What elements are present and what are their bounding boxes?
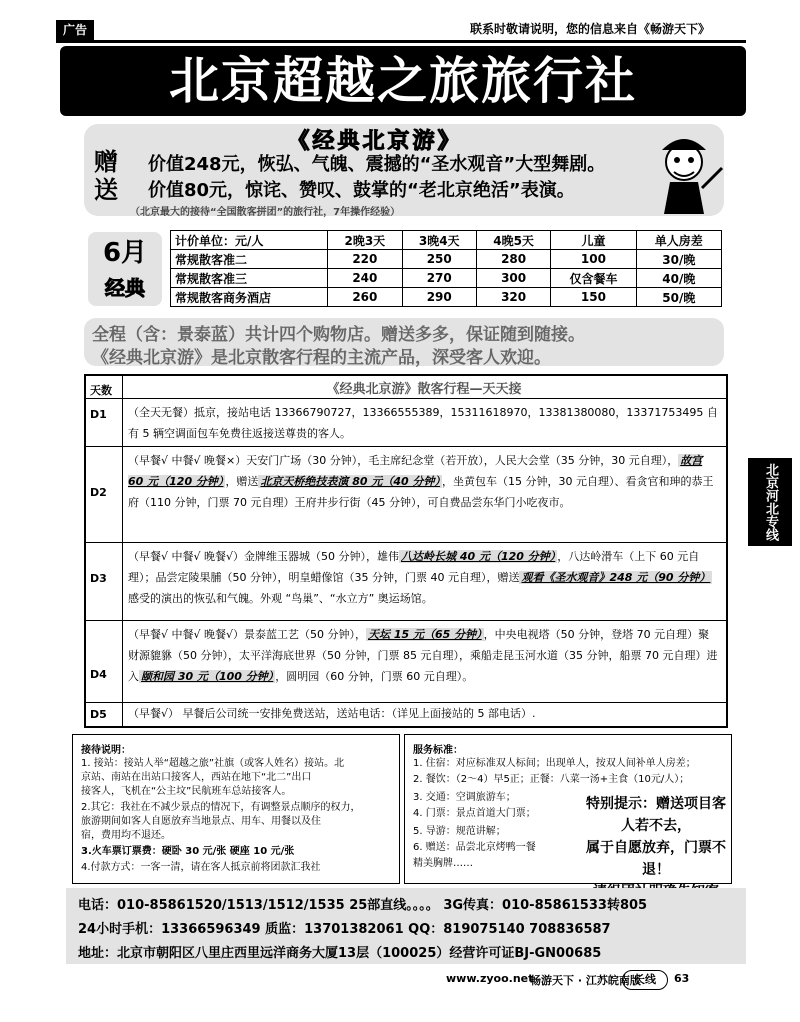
table-cell: 100 — [551, 250, 636, 269]
notes-line: 接客人，飞机在“公主坟”民航班车总站接客人。 — [81, 786, 292, 797]
summary-line-2: 《经典北京游》是北京散客行程的主流产品，深受客人欢迎。 — [92, 348, 551, 368]
highlight-attraction: 故宫 60 元（120 分钟） — [128, 454, 703, 488]
month-label: 6月 — [102, 238, 148, 268]
table-row — [171, 269, 722, 288]
classic-tag: 经典 — [105, 276, 145, 300]
gift-line-1: 价值248元，恢弘、气魄、震撼的“圣水观音”大型舞剧。 — [148, 154, 606, 175]
table-cell: 仅含餐车 — [551, 269, 636, 288]
table-cell: 300 — [476, 269, 550, 288]
day-label: D1 — [90, 408, 107, 421]
footer-site: www.zyoo.net — [446, 972, 534, 985]
table-cell: 270 — [402, 269, 476, 288]
summary-line-1: 全程（含：景泰蓝）共计四个购物店。赠送多多，保证随到随接。 — [92, 325, 585, 345]
notes-line: 1. 接站：接站人举“超越之旅”社旗（或客人姓名）接站。北 — [81, 758, 345, 769]
day-detail — [128, 546, 720, 609]
table-cell: 40/晚 — [636, 269, 721, 288]
table-cell: 220 — [328, 250, 402, 269]
service-standards — [404, 734, 732, 884]
page-footer — [66, 966, 746, 992]
contact-panel — [66, 888, 746, 964]
table-header: 儿童 — [551, 231, 636, 250]
table-cell: 30/晚 — [636, 250, 721, 269]
highlight-attraction: 观看《圣水观音》248 元（90 分钟） — [521, 571, 711, 584]
table-cell: 250 — [402, 250, 476, 269]
table-row — [171, 288, 722, 307]
notes-line: 3.火车票订票费：硬卧 30 元/张 硬座 10 元/张 — [81, 846, 295, 857]
table-cell: 280 — [476, 250, 550, 269]
day-label: D2 — [90, 486, 107, 499]
jester-mascot-icon — [644, 128, 724, 218]
table-header-row — [171, 231, 722, 250]
special-line: 属于自愿放弃，门票不退！ — [586, 840, 726, 878]
detail-text: ，赠送 — [225, 475, 259, 488]
notes-line: 旅游期间如客人自愿放弃当地景点、用车、用餐以及住 — [81, 816, 321, 827]
notes-line: 4.付款方式：一客一清，请在客人抵京前将团款汇我社 — [81, 862, 321, 873]
detail-text: ，坐黄包车（15 分钟，30 元自理）、看贪官和珅的恭王府（110 分钟，门票 70 元自理）王府井步行街（45 分钟），可自费品尝东华门小吃夜市。 — [128, 475, 714, 509]
row-divider — [86, 542, 726, 543]
ad-tag: 广告 — [56, 20, 94, 40]
day-label: D3 — [90, 572, 107, 585]
contact-address: 地址：北京市朝阳区八里庄西里远洋商务大厦13层（100025）经营许可证BJ-GN00685 — [78, 946, 602, 961]
table-header: 3晚4天 — [402, 231, 476, 250]
price-table — [170, 230, 722, 307]
table-cell: 常规散客商务酒店 — [171, 288, 328, 307]
table-cell: 320 — [476, 288, 550, 307]
standards-line: 2. 餐饮：（2～4）早5正；正餐：八菜一汤+主食（10元/人）； — [413, 774, 690, 785]
detail-text: （早餐√ 中餐√ 晚餐×）天安门广场（30 分钟），毛主席纪念堂（若开放），人民大会堂（35 分钟，30 元自理）， — [128, 454, 679, 467]
table-header: 计价单位：元/人 — [171, 231, 328, 250]
itinerary-title: 《经典北京游》散客行程—天天接 — [326, 382, 522, 397]
standards-line: 4. 门票：景点首道大门票； — [413, 808, 536, 819]
day-detail: （早餐√） 早餐后公司统一安排免费送站，送站电话：（详见上面接站的 5 部电话）. — [128, 707, 536, 720]
table-header: 单人房差 — [636, 231, 721, 250]
notes-line: 2.其它：我社在不减少景点的情况下，有调整景点顺序的权力， — [81, 802, 361, 813]
agency-title: 北京超越之旅旅行社 — [169, 52, 637, 110]
day-detail: （全天无餐）抵京，接站电话 13366790727，13366555389，15311618970，13381380080，13371753495 自有 5 辆空调面包车免费往返接送尊贵的客人。 — [128, 406, 718, 440]
special-line: 特别提示：赠送项目客人若不去， — [586, 796, 726, 834]
column-divider — [122, 376, 123, 726]
row-divider — [86, 620, 726, 621]
route-side-tab: 北京河北专线 — [748, 458, 792, 546]
detail-text: （早餐√ 中餐√ 晚餐√）景泰蓝工艺（50 分钟）， — [128, 628, 367, 641]
reception-notes — [72, 734, 400, 884]
row-divider — [86, 446, 726, 447]
footer-publication: 畅游天下 · 江苏皖南版 — [530, 974, 641, 987]
table-cell: 常规散客准二 — [171, 250, 328, 269]
standards-line: 5. 导游：规范讲解； — [413, 826, 506, 837]
detail-text: ，中央电视塔（50 分钟，登塔 70 元自理）聚财源貔貅（50 分钟），太平洋海底世界（50 分钟，门票 85 元自理），乘船走昆玉河水道（35 分钟，船票 70 元自理）进入 — [128, 628, 718, 683]
table-row — [171, 250, 722, 269]
detail-text: ，圆明园（60 分钟，门票 60 元自理）。 — [275, 670, 474, 683]
row-divider — [86, 398, 726, 399]
standards-line: 精美胸牌…… — [413, 858, 473, 869]
page-number: 63 — [674, 972, 690, 985]
table-header: 4晚5天 — [476, 231, 550, 250]
footer-section: 长线 — [622, 970, 668, 990]
contact-mobile: 24小时手机：13366596349 质监：13701382061 QQ：819075140 708836587 — [78, 922, 611, 937]
contact-phone: 电话：010-85861520/1513/1512/1535 25部直线。。。。 3G传真：010-85861533转805 — [78, 898, 648, 913]
standards-line: 3. 交通：空调旅游车； — [413, 792, 516, 803]
standards-line: 1. 住宿：对应标准双人标间；出现单人，按双人间补单人房差； — [413, 758, 696, 769]
day-label: D4 — [90, 668, 107, 681]
itinerary-table — [84, 374, 728, 728]
notes-line: 京站、南站在出站口接客人，西站在地下“北二”出口 — [81, 772, 312, 783]
table-cell: 260 — [328, 288, 402, 307]
detail-text: 感受的演出的恢弘和气魄。外观 “鸟巢”、“水立方” 奥运场馆。 — [128, 592, 433, 605]
day-header: 天数 — [90, 384, 112, 397]
highlight-attraction: 八达岭长城 40 元（120 分钟） — [401, 550, 556, 563]
source-note: 联系时敬请说明，您的信息来自《畅游天下》 — [470, 22, 711, 36]
day-detail — [128, 624, 720, 687]
table-header: 2晚3天 — [328, 231, 402, 250]
gift-label: 赠送 — [94, 148, 118, 204]
top-divider — [56, 40, 746, 43]
notes-line: 宿，费用均不退还。 — [81, 830, 171, 841]
day-detail — [128, 450, 720, 513]
standards-title: 服务标准： — [413, 745, 463, 756]
table-cell: 290 — [402, 288, 476, 307]
notes-title: 接待说明： — [81, 745, 131, 756]
highlight-attraction: 天坛 15 元（65 分钟） — [368, 628, 482, 641]
promo-note: （北京最大的接待“全国散客拼团”的旅行社，7年操作经验） — [130, 207, 401, 218]
gift-line-2: 价值80元，惊诧、赞叹、鼓掌的“老北京绝活”表演。 — [148, 180, 575, 201]
highlight-attraction: 颐和园 30 元（100 分钟） — [141, 670, 274, 683]
table-cell: 150 — [551, 288, 636, 307]
table-cell: 50/晚 — [636, 288, 721, 307]
day-label: D5 — [90, 708, 107, 721]
table-cell: 240 — [328, 269, 402, 288]
standards-line: 6. 赠送：品尝北京烤鸭一餐 — [413, 842, 536, 853]
detail-text: （早餐√ 中餐√ 晚餐√）金牌维玉器城（50 分钟），雄伟 — [128, 550, 400, 563]
promo-title: 《经典北京游》 — [287, 129, 463, 154]
highlight-attraction: 北京天桥绝技表演 80 元（40 分钟） — [260, 475, 441, 488]
table-cell: 常规散客准三 — [171, 269, 328, 288]
detail-text: ，八达岭滑车（上下 60 元自理）；品尝定陵果脯（50 分钟），明皇蜡像馆（35 分钟，门票 40 元自理），赠送 — [128, 550, 700, 584]
